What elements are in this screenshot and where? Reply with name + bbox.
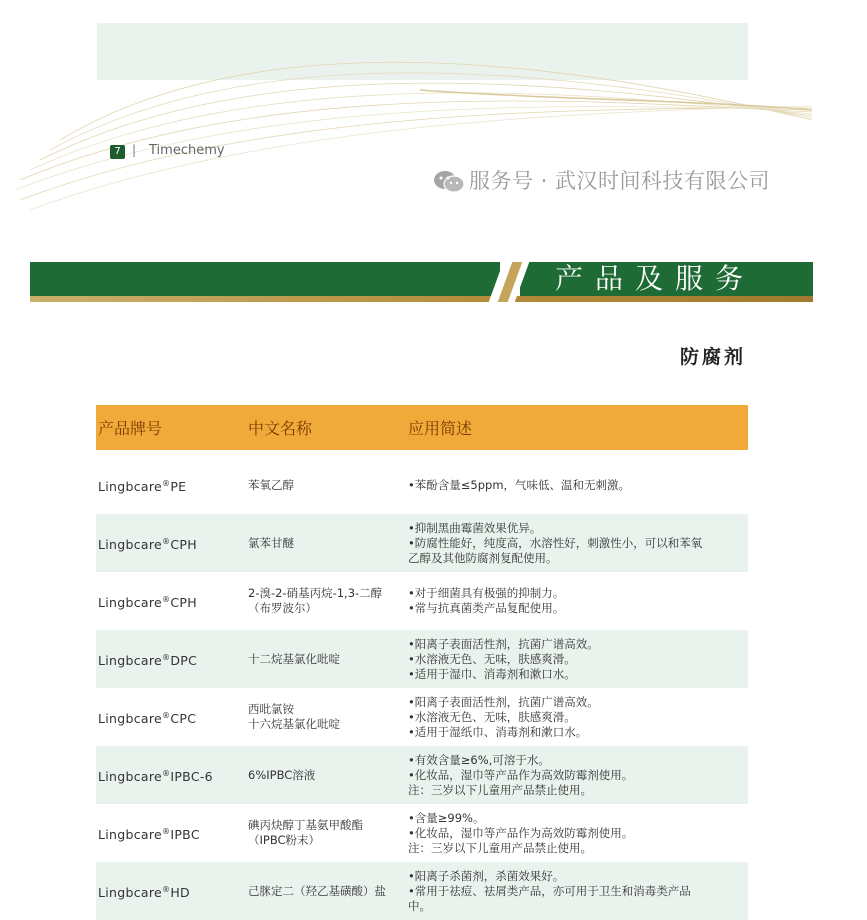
product-code: IPBC [170,827,200,843]
description-line: •抑制黑曲霉菌效果优异。 [408,520,542,535]
product-name-line: 西吡氯铵 [248,702,294,716]
product-description-cell [406,862,748,920]
watermark [433,165,770,195]
header-brand: 产品牌号 [96,405,246,453]
table-row [96,514,748,572]
banner-left-bar [30,262,500,296]
registered-mark: ® [162,652,171,662]
product-code: CPH [170,595,197,611]
product-brand: Lingbcare [98,769,163,785]
product-name-line: （布罗波尔） [248,601,317,615]
product-name-line: 十二烷基氯化吡啶 [248,651,340,666]
product-brand-cell [96,804,246,862]
product-brand-cell [96,746,246,804]
table-row [96,572,748,630]
brand-name: Timechemy [149,143,225,158]
section-banner [30,262,813,302]
product-description-cell [406,688,748,746]
registered-mark: ® [162,536,171,546]
description-line: •水溶液无色、无味，肤感爽滑。 [408,651,576,666]
description-line: •有效含量≥6%,可溶于水。 [408,752,550,767]
product-name-line: 2-溴-2-硝基丙烷-1,3-二醇 [248,586,383,600]
product-name-cell [246,804,406,862]
header-separator: | [132,143,137,157]
product-brand: Lingbcare [98,595,163,611]
product-code: CPH [170,537,197,553]
product-description-cell [406,514,748,572]
product-code: DPC [170,653,198,669]
product-name-line: 6%IPBC溶液 [248,767,316,782]
product-brand-cell [96,514,246,572]
product-name-cell [246,630,406,688]
product-description-cell [406,804,748,862]
description-line: •适用于湿纸巾、消毒剂和漱口水。 [408,724,588,739]
product-description-cell [406,630,748,688]
table-row [96,862,748,920]
table-row [96,630,748,688]
description-line: •适用于湿巾、消毒剂和漱口水。 [408,666,576,681]
registered-mark: ® [162,884,171,894]
table-body [96,453,748,920]
product-name-cell [246,688,406,746]
wechat-icon [433,170,465,194]
page-number-badge: 7 [110,145,125,159]
description-line: •水溶液无色、无味，肤感爽滑。 [408,709,576,724]
table-row [96,804,748,862]
description-line: •常与抗真菌类产品复配使用。 [408,601,565,615]
product-brand-cell [96,453,246,514]
product-name-line: 碘丙炔醇丁基氨甲酸酯 [248,818,363,832]
product-code: PE [170,479,187,495]
description-line: 注：三岁以下儿童用产品禁止使用。 [408,782,592,797]
registered-mark: ® [162,710,171,720]
description-line: •对于细菌具有极强的抑制力。 [408,586,565,600]
product-name-cell [246,514,406,572]
product-name-cell [246,572,406,630]
product-brand-cell [96,630,246,688]
banner-title: 产品及服务 [555,262,756,295]
description-line: •阳离子表面活性剂，抗菌广谱高效。 [408,636,599,651]
registered-mark: ® [162,594,171,604]
product-name-cell [246,453,406,514]
description-line: •常用于祛痘、祛屑类产品，亦可用于卫生和消毒类产品 [408,883,691,898]
table-header-row [96,405,748,453]
product-name-line: 氯苯甘醚 [248,535,294,550]
product-name-line: （IPBC粉末） [248,833,321,847]
product-brand-cell [96,862,246,920]
product-name-cell [246,746,406,804]
product-code: CPC [170,711,197,727]
banner-gold-line [30,296,813,302]
product-description-cell [406,746,748,804]
header-description: 应用简述 [406,405,748,453]
description-line: 中。 [408,898,431,913]
product-name-cell [246,862,406,920]
registered-mark: ® [162,768,171,778]
decorative-swoosh-lines [0,0,867,230]
product-description-cell [406,572,748,630]
description-line: •含量≥99%。 [408,810,485,825]
table-row [96,688,748,746]
table-row [96,746,748,804]
product-brand: Lingbcare [98,711,163,727]
product-description-cell [406,453,748,514]
description-line: •化妆品，湿巾等产品作为高效防霉剂使用。 [408,767,634,782]
product-table [96,405,748,920]
product-brand: Lingbcare [98,537,163,553]
description-line: •阳离子杀菌剂，杀菌效果好。 [408,868,565,883]
product-brand: Lingbcare [98,827,163,843]
description-line: •苯酚含量≤5ppm，气味低、温和无刺激。 [408,477,631,492]
product-name-line: 己脒定二（羟乙基磺酸）盐 [248,883,386,898]
watermark-text: 服务号 · 武汉时间科技有限公司 [469,169,771,193]
description-line: 注：三岁以下儿童用产品禁止使用。 [408,840,592,855]
registered-mark: ® [162,478,171,488]
description-line: 乙醇及其他防腐剂复配使用。 [408,550,558,565]
product-name-line: 十六烷基氯化吡啶 [248,717,340,731]
product-brand: Lingbcare [98,885,163,901]
product-brand: Lingbcare [98,653,163,669]
product-brand: Lingbcare [98,479,163,495]
description-line: •化妆品，湿巾等产品作为高效防霉剂使用。 [408,825,634,840]
header-name: 中文名称 [246,405,406,453]
product-name-line: 苯氧乙醇 [248,477,294,492]
section-title: 防腐剂 [679,346,746,368]
description-line: •防腐性能好，纯度高，水溶性好，刺激性小，可以和苯氧 [408,535,703,550]
product-brand-cell [96,688,246,746]
registered-mark: ® [162,826,171,836]
description-line: •阳离子表面活性剂，抗菌广谱高效。 [408,694,599,709]
product-code: HD [170,885,190,901]
product-brand-cell [96,572,246,630]
product-code: IPBC-6 [170,769,213,785]
table-row [96,453,748,514]
